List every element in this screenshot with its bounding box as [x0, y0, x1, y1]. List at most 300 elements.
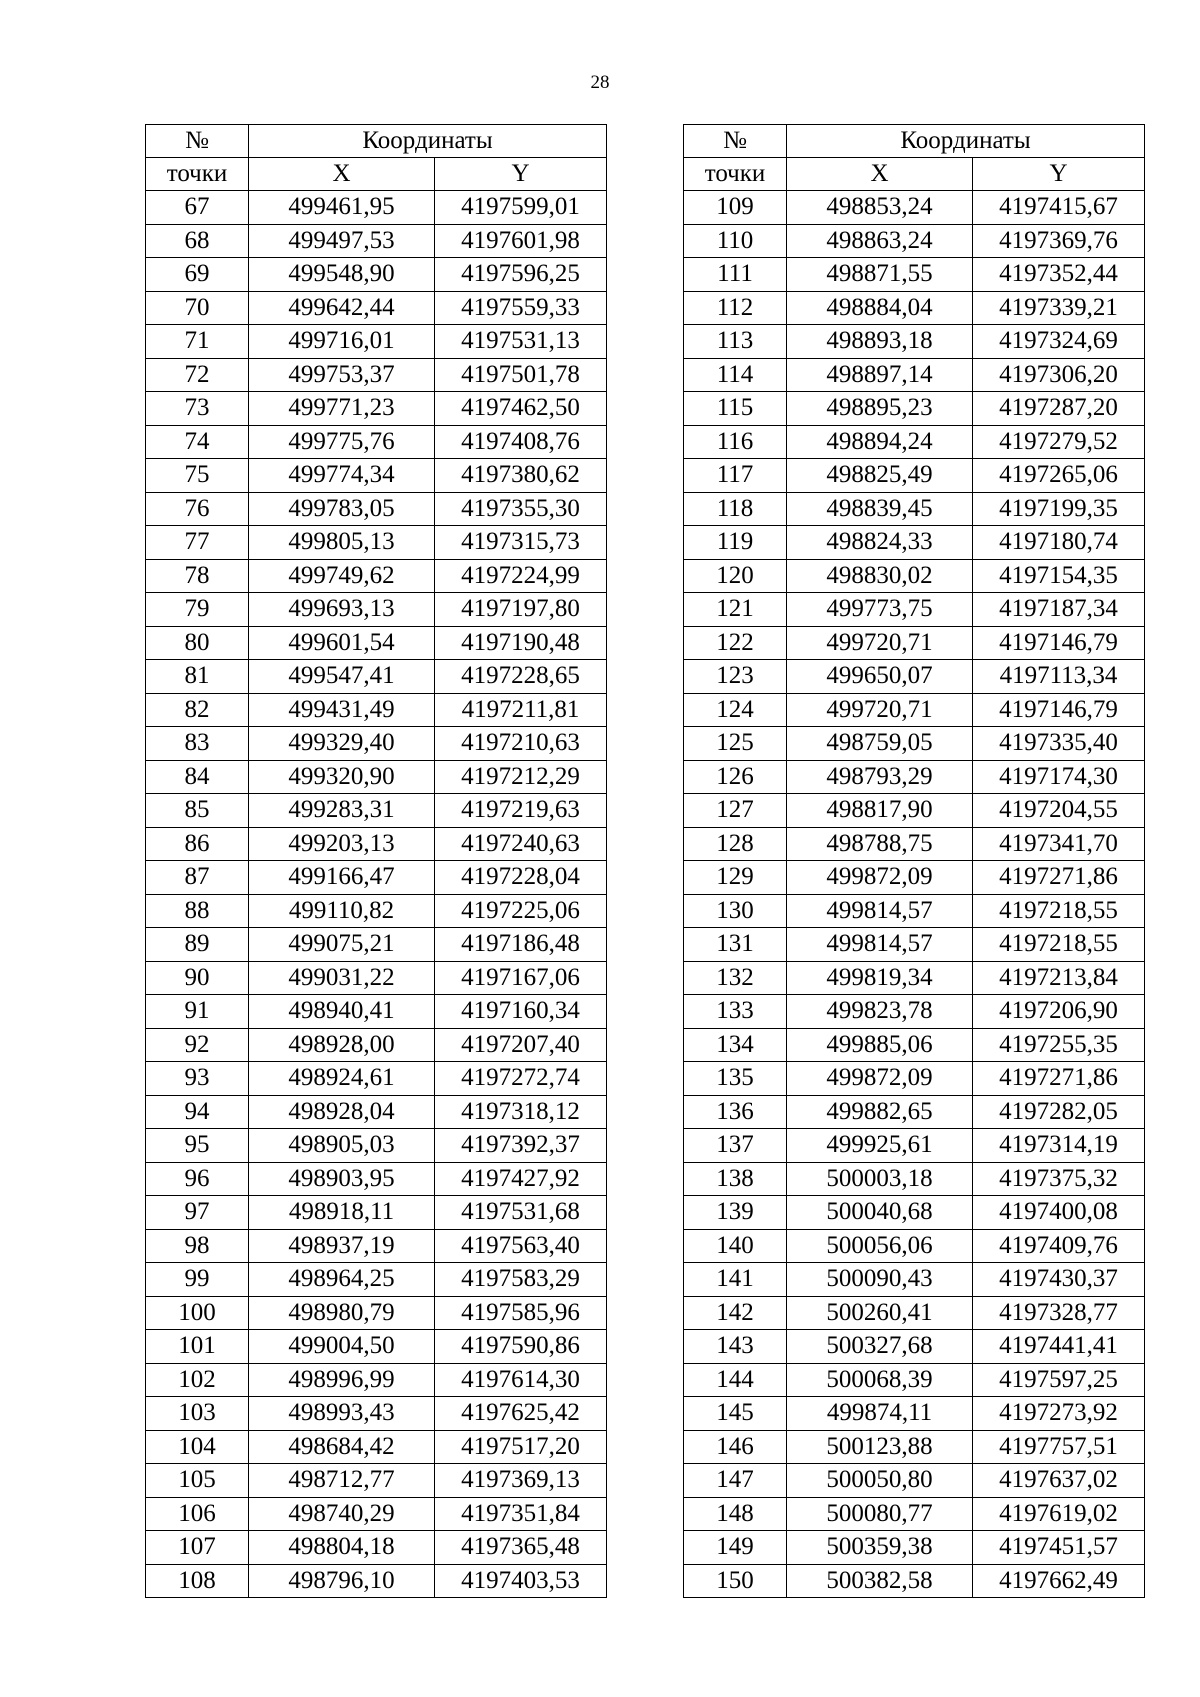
y-coordinate-cell: 4197218,55 — [973, 894, 1145, 928]
point-number-cell: 69 — [146, 258, 249, 292]
table-row — [684, 961, 1145, 995]
header-point-label: точки — [684, 158, 787, 191]
table-row — [146, 894, 607, 928]
table-row — [146, 425, 607, 459]
table-row — [684, 291, 1145, 325]
point-number-cell: 68 — [146, 224, 249, 258]
table-row — [684, 827, 1145, 861]
x-coordinate-cell: 498863,24 — [787, 224, 973, 258]
x-coordinate-cell: 499650,07 — [787, 660, 973, 694]
point-number-cell: 71 — [146, 325, 249, 359]
point-number-cell: 129 — [684, 861, 787, 895]
x-coordinate-cell: 499004,50 — [249, 1330, 435, 1364]
y-coordinate-cell: 4197315,73 — [435, 526, 607, 560]
point-number-cell: 150 — [684, 1564, 787, 1598]
y-coordinate-cell: 4197430,37 — [973, 1263, 1145, 1297]
table-row — [684, 626, 1145, 660]
x-coordinate-cell: 498996,99 — [249, 1363, 435, 1397]
table-row — [146, 1095, 607, 1129]
y-coordinate-cell: 4197113,34 — [973, 660, 1145, 694]
point-number-cell: 117 — [684, 459, 787, 493]
point-number-cell: 74 — [146, 425, 249, 459]
x-coordinate-cell: 498759,05 — [787, 727, 973, 761]
point-number-cell: 121 — [684, 593, 787, 627]
table-row — [146, 995, 607, 1029]
table-row — [146, 258, 607, 292]
x-coordinate-cell: 498712,77 — [249, 1464, 435, 1498]
x-coordinate-cell: 499203,13 — [249, 827, 435, 861]
table-row — [146, 827, 607, 861]
y-coordinate-cell: 4197146,79 — [973, 626, 1145, 660]
point-number-cell: 124 — [684, 693, 787, 727]
x-coordinate-cell: 499642,44 — [249, 291, 435, 325]
y-coordinate-cell: 4197427,92 — [435, 1162, 607, 1196]
point-number-cell: 137 — [684, 1129, 787, 1163]
point-number-cell: 90 — [146, 961, 249, 995]
point-number-cell: 128 — [684, 827, 787, 861]
x-coordinate-cell: 500123,88 — [787, 1430, 973, 1464]
table-row — [684, 1296, 1145, 1330]
x-coordinate-cell: 499166,47 — [249, 861, 435, 895]
point-number-cell: 112 — [684, 291, 787, 325]
x-coordinate-cell: 498884,04 — [787, 291, 973, 325]
x-coordinate-cell: 498928,04 — [249, 1095, 435, 1129]
point-number-cell: 97 — [146, 1196, 249, 1230]
point-number-cell: 145 — [684, 1397, 787, 1431]
table-row — [684, 1531, 1145, 1565]
y-coordinate-cell: 4197180,74 — [973, 526, 1145, 560]
x-coordinate-cell: 498853,24 — [787, 191, 973, 225]
table-row — [684, 1028, 1145, 1062]
x-coordinate-cell: 498825,49 — [787, 459, 973, 493]
x-coordinate-cell: 498788,75 — [787, 827, 973, 861]
x-coordinate-cell: 499872,09 — [787, 861, 973, 895]
table-row — [146, 1531, 607, 1565]
y-coordinate-cell: 4197228,65 — [435, 660, 607, 694]
x-coordinate-cell: 499031,22 — [249, 961, 435, 995]
y-coordinate-cell: 4197590,86 — [435, 1330, 607, 1364]
y-coordinate-cell: 4197369,76 — [973, 224, 1145, 258]
point-number-cell: 132 — [684, 961, 787, 995]
table-row — [684, 1263, 1145, 1297]
table-row — [684, 894, 1145, 928]
table-row — [684, 1129, 1145, 1163]
table-row — [684, 1397, 1145, 1431]
point-number-cell: 92 — [146, 1028, 249, 1062]
x-coordinate-cell: 498839,45 — [787, 492, 973, 526]
table-row — [684, 1430, 1145, 1464]
point-number-cell: 67 — [146, 191, 249, 225]
header-number-symbol: № — [146, 125, 249, 158]
point-number-cell: 101 — [146, 1330, 249, 1364]
header-y: Y — [435, 158, 607, 191]
point-number-cell: 141 — [684, 1263, 787, 1297]
point-number-cell: 110 — [684, 224, 787, 258]
y-coordinate-cell: 4197355,30 — [435, 492, 607, 526]
x-coordinate-cell: 499110,82 — [249, 894, 435, 928]
y-coordinate-cell: 4197369,13 — [435, 1464, 607, 1498]
table-row — [146, 392, 607, 426]
point-number-cell: 106 — [146, 1497, 249, 1531]
x-coordinate-cell: 499753,37 — [249, 358, 435, 392]
x-coordinate-cell: 500090,43 — [787, 1263, 973, 1297]
point-number-cell: 87 — [146, 861, 249, 895]
table-row — [684, 1196, 1145, 1230]
y-coordinate-cell: 4197328,77 — [973, 1296, 1145, 1330]
x-coordinate-cell: 500050,80 — [787, 1464, 973, 1498]
y-coordinate-cell: 4197380,62 — [435, 459, 607, 493]
table-row — [684, 928, 1145, 962]
point-number-cell: 96 — [146, 1162, 249, 1196]
table-row — [146, 626, 607, 660]
y-coordinate-cell: 4197218,55 — [973, 928, 1145, 962]
table-row — [684, 325, 1145, 359]
y-coordinate-cell: 4197160,34 — [435, 995, 607, 1029]
x-coordinate-cell: 498928,00 — [249, 1028, 435, 1062]
point-number-cell: 149 — [684, 1531, 787, 1565]
table-row — [684, 1162, 1145, 1196]
y-coordinate-cell: 4197415,67 — [973, 191, 1145, 225]
table-row — [146, 1564, 607, 1598]
point-number-cell: 130 — [684, 894, 787, 928]
table-row — [146, 191, 607, 225]
x-coordinate-cell: 498871,55 — [787, 258, 973, 292]
x-coordinate-cell: 500327,68 — [787, 1330, 973, 1364]
table-row — [684, 1464, 1145, 1498]
x-coordinate-cell: 500359,38 — [787, 1531, 973, 1565]
table-row — [684, 861, 1145, 895]
table-row — [146, 1162, 607, 1196]
table-body — [146, 191, 607, 1598]
y-coordinate-cell: 4197599,01 — [435, 191, 607, 225]
x-coordinate-cell: 498817,90 — [787, 794, 973, 828]
y-coordinate-cell: 4197306,20 — [973, 358, 1145, 392]
y-coordinate-cell: 4197225,06 — [435, 894, 607, 928]
x-coordinate-cell: 499819,34 — [787, 961, 973, 995]
point-number-cell: 125 — [684, 727, 787, 761]
table-row — [684, 660, 1145, 694]
y-coordinate-cell: 4197154,35 — [973, 559, 1145, 593]
x-coordinate-cell: 499720,71 — [787, 693, 973, 727]
y-coordinate-cell: 4197501,78 — [435, 358, 607, 392]
header-coordinates: Координаты — [787, 125, 1145, 158]
table-row — [684, 1564, 1145, 1598]
y-coordinate-cell: 4197190,48 — [435, 626, 607, 660]
x-coordinate-cell: 499320,90 — [249, 760, 435, 794]
table-row — [684, 1229, 1145, 1263]
table-row — [146, 1062, 607, 1096]
table-row — [146, 358, 607, 392]
y-coordinate-cell: 4197335,40 — [973, 727, 1145, 761]
table-row — [146, 291, 607, 325]
header-number-symbol: № — [684, 125, 787, 158]
x-coordinate-cell: 499925,61 — [787, 1129, 973, 1163]
table-row — [684, 760, 1145, 794]
point-number-cell: 95 — [146, 1129, 249, 1163]
y-coordinate-cell: 4197351,84 — [435, 1497, 607, 1531]
table-row — [146, 459, 607, 493]
point-number-cell: 77 — [146, 526, 249, 560]
x-coordinate-cell: 499749,62 — [249, 559, 435, 593]
point-number-cell: 86 — [146, 827, 249, 861]
table-row — [146, 727, 607, 761]
y-coordinate-cell: 4197146,79 — [973, 693, 1145, 727]
point-number-cell: 91 — [146, 995, 249, 1029]
point-number-cell: 135 — [684, 1062, 787, 1096]
point-number-cell: 113 — [684, 325, 787, 359]
table-row — [146, 1497, 607, 1531]
x-coordinate-cell: 499775,76 — [249, 425, 435, 459]
x-coordinate-cell: 499461,95 — [249, 191, 435, 225]
x-coordinate-cell: 499431,49 — [249, 693, 435, 727]
y-coordinate-cell: 4197596,25 — [435, 258, 607, 292]
point-number-cell: 85 — [146, 794, 249, 828]
table-row — [146, 1229, 607, 1263]
table-row — [146, 861, 607, 895]
y-coordinate-cell: 4197403,53 — [435, 1564, 607, 1598]
x-coordinate-cell: 499874,11 — [787, 1397, 973, 1431]
point-number-cell: 78 — [146, 559, 249, 593]
point-number-cell: 107 — [146, 1531, 249, 1565]
point-number-cell: 122 — [684, 626, 787, 660]
x-coordinate-cell: 498964,25 — [249, 1263, 435, 1297]
table-row — [684, 559, 1145, 593]
x-coordinate-cell: 500080,77 — [787, 1497, 973, 1531]
table-row — [684, 995, 1145, 1029]
point-number-cell: 84 — [146, 760, 249, 794]
x-coordinate-cell: 499783,05 — [249, 492, 435, 526]
y-coordinate-cell: 4197318,12 — [435, 1095, 607, 1129]
x-coordinate-cell: 499693,13 — [249, 593, 435, 627]
point-number-cell: 94 — [146, 1095, 249, 1129]
x-coordinate-cell: 498894,24 — [787, 425, 973, 459]
table-row — [684, 191, 1145, 225]
y-coordinate-cell: 4197583,29 — [435, 1263, 607, 1297]
y-coordinate-cell: 4197197,80 — [435, 593, 607, 627]
table-row — [684, 693, 1145, 727]
point-number-cell: 102 — [146, 1363, 249, 1397]
x-coordinate-cell: 499814,57 — [787, 894, 973, 928]
x-coordinate-cell: 499773,75 — [787, 593, 973, 627]
y-coordinate-cell: 4197206,90 — [973, 995, 1145, 1029]
y-coordinate-cell: 4197219,63 — [435, 794, 607, 828]
x-coordinate-cell: 498940,41 — [249, 995, 435, 1029]
header-x: X — [787, 158, 973, 191]
x-coordinate-cell: 498684,42 — [249, 1430, 435, 1464]
y-coordinate-cell: 4197174,30 — [973, 760, 1145, 794]
header-x: X — [249, 158, 435, 191]
point-number-cell: 119 — [684, 526, 787, 560]
x-coordinate-cell: 499329,40 — [249, 727, 435, 761]
table-row — [146, 1263, 607, 1297]
table-row — [684, 392, 1145, 426]
y-coordinate-cell: 4197255,35 — [973, 1028, 1145, 1062]
table-row — [684, 593, 1145, 627]
point-number-cell: 75 — [146, 459, 249, 493]
page-number: 28 — [590, 72, 610, 93]
y-coordinate-cell: 4197365,48 — [435, 1531, 607, 1565]
point-number-cell: 138 — [684, 1162, 787, 1196]
table-row — [684, 727, 1145, 761]
point-number-cell: 127 — [684, 794, 787, 828]
table-row — [684, 358, 1145, 392]
y-coordinate-cell: 4197324,69 — [973, 325, 1145, 359]
table-row — [146, 1296, 607, 1330]
point-number-cell: 144 — [684, 1363, 787, 1397]
table-row — [684, 1330, 1145, 1364]
point-number-cell: 147 — [684, 1464, 787, 1498]
x-coordinate-cell: 500003,18 — [787, 1162, 973, 1196]
point-number-cell: 120 — [684, 559, 787, 593]
table-row — [146, 1129, 607, 1163]
x-coordinate-cell: 499283,31 — [249, 794, 435, 828]
y-coordinate-cell: 4197199,35 — [973, 492, 1145, 526]
point-number-cell: 143 — [684, 1330, 787, 1364]
y-coordinate-cell: 4197637,02 — [973, 1464, 1145, 1498]
point-number-cell: 142 — [684, 1296, 787, 1330]
x-coordinate-cell: 498740,29 — [249, 1497, 435, 1531]
y-coordinate-cell: 4197757,51 — [973, 1430, 1145, 1464]
y-coordinate-cell: 4197271,86 — [973, 861, 1145, 895]
x-coordinate-cell: 499716,01 — [249, 325, 435, 359]
table-row — [684, 492, 1145, 526]
y-coordinate-cell: 4197207,40 — [435, 1028, 607, 1062]
y-coordinate-cell: 4197210,63 — [435, 727, 607, 761]
point-number-cell: 126 — [684, 760, 787, 794]
y-coordinate-cell: 4197400,08 — [973, 1196, 1145, 1230]
x-coordinate-cell: 498793,29 — [787, 760, 973, 794]
point-number-cell: 88 — [146, 894, 249, 928]
y-coordinate-cell: 4197408,76 — [435, 425, 607, 459]
header-coordinates: Координаты — [249, 125, 607, 158]
point-number-cell: 140 — [684, 1229, 787, 1263]
y-coordinate-cell: 4197224,99 — [435, 559, 607, 593]
table-row — [146, 1464, 607, 1498]
table-row — [146, 224, 607, 258]
y-coordinate-cell: 4197563,40 — [435, 1229, 607, 1263]
point-number-cell: 108 — [146, 1564, 249, 1598]
x-coordinate-cell: 498903,95 — [249, 1162, 435, 1196]
y-coordinate-cell: 4197662,49 — [973, 1564, 1145, 1598]
y-coordinate-cell: 4197352,44 — [973, 258, 1145, 292]
table-row — [146, 693, 607, 727]
y-coordinate-cell: 4197212,29 — [435, 760, 607, 794]
x-coordinate-cell: 499774,34 — [249, 459, 435, 493]
table-row — [684, 1497, 1145, 1531]
y-coordinate-cell: 4197272,74 — [435, 1062, 607, 1096]
point-number-cell: 114 — [684, 358, 787, 392]
coordinates-table-right — [683, 124, 1145, 1598]
point-number-cell: 146 — [684, 1430, 787, 1464]
y-coordinate-cell: 4197341,70 — [973, 827, 1145, 861]
x-coordinate-cell: 499814,57 — [787, 928, 973, 962]
table-row — [684, 794, 1145, 828]
table-row — [146, 660, 607, 694]
x-coordinate-cell: 499882,65 — [787, 1095, 973, 1129]
x-coordinate-cell: 499823,78 — [787, 995, 973, 1029]
y-coordinate-cell: 4197187,34 — [973, 593, 1145, 627]
x-coordinate-cell: 498824,33 — [787, 526, 973, 560]
y-coordinate-cell: 4197282,05 — [973, 1095, 1145, 1129]
table-row — [146, 325, 607, 359]
table-row — [146, 1430, 607, 1464]
point-number-cell: 79 — [146, 593, 249, 627]
x-coordinate-cell: 498796,10 — [249, 1564, 435, 1598]
point-number-cell: 105 — [146, 1464, 249, 1498]
x-coordinate-cell: 498893,18 — [787, 325, 973, 359]
point-number-cell: 148 — [684, 1497, 787, 1531]
y-coordinate-cell: 4197228,04 — [435, 861, 607, 895]
table-row — [684, 1062, 1145, 1096]
header-point-label: точки — [146, 158, 249, 191]
point-number-cell: 98 — [146, 1229, 249, 1263]
y-coordinate-cell: 4197375,32 — [973, 1162, 1145, 1196]
x-coordinate-cell: 498924,61 — [249, 1062, 435, 1096]
table-row — [684, 224, 1145, 258]
x-coordinate-cell: 498905,03 — [249, 1129, 435, 1163]
point-number-cell: 118 — [684, 492, 787, 526]
coordinates-table-left — [145, 124, 607, 1598]
point-number-cell: 80 — [146, 626, 249, 660]
x-coordinate-cell: 498897,14 — [787, 358, 973, 392]
x-coordinate-cell: 499497,53 — [249, 224, 435, 258]
x-coordinate-cell: 498937,19 — [249, 1229, 435, 1263]
x-coordinate-cell: 499720,71 — [787, 626, 973, 660]
x-coordinate-cell: 499075,21 — [249, 928, 435, 962]
y-coordinate-cell: 4197279,52 — [973, 425, 1145, 459]
point-number-cell: 76 — [146, 492, 249, 526]
y-coordinate-cell: 4197213,84 — [973, 961, 1145, 995]
table-body — [684, 191, 1145, 1598]
y-coordinate-cell: 4197531,68 — [435, 1196, 607, 1230]
x-coordinate-cell: 500040,68 — [787, 1196, 973, 1230]
table-row — [684, 1095, 1145, 1129]
x-coordinate-cell: 498993,43 — [249, 1397, 435, 1431]
y-coordinate-cell: 4197559,33 — [435, 291, 607, 325]
point-number-cell: 83 — [146, 727, 249, 761]
table-row — [146, 1028, 607, 1062]
table-row — [146, 1196, 607, 1230]
y-coordinate-cell: 4197392,37 — [435, 1129, 607, 1163]
y-coordinate-cell: 4197271,86 — [973, 1062, 1145, 1096]
y-coordinate-cell: 4197462,50 — [435, 392, 607, 426]
y-coordinate-cell: 4197339,21 — [973, 291, 1145, 325]
point-number-cell: 134 — [684, 1028, 787, 1062]
header-y: Y — [973, 158, 1145, 191]
y-coordinate-cell: 4197517,20 — [435, 1430, 607, 1464]
x-coordinate-cell: 498830,02 — [787, 559, 973, 593]
y-coordinate-cell: 4197441,41 — [973, 1330, 1145, 1364]
x-coordinate-cell: 499872,09 — [787, 1062, 973, 1096]
point-number-cell: 139 — [684, 1196, 787, 1230]
y-coordinate-cell: 4197314,19 — [973, 1129, 1145, 1163]
y-coordinate-cell: 4197204,55 — [973, 794, 1145, 828]
table-row — [146, 760, 607, 794]
point-number-cell: 72 — [146, 358, 249, 392]
x-coordinate-cell: 500068,39 — [787, 1363, 973, 1397]
x-coordinate-cell: 499885,06 — [787, 1028, 973, 1062]
y-coordinate-cell: 4197597,25 — [973, 1363, 1145, 1397]
x-coordinate-cell: 500382,58 — [787, 1564, 973, 1598]
x-coordinate-cell: 500260,41 — [787, 1296, 973, 1330]
table-row — [684, 1363, 1145, 1397]
table-row — [684, 425, 1145, 459]
x-coordinate-cell: 500056,06 — [787, 1229, 973, 1263]
x-coordinate-cell: 498895,23 — [787, 392, 973, 426]
y-coordinate-cell: 4197240,63 — [435, 827, 607, 861]
y-coordinate-cell: 4197451,57 — [973, 1531, 1145, 1565]
point-number-cell: 81 — [146, 660, 249, 694]
